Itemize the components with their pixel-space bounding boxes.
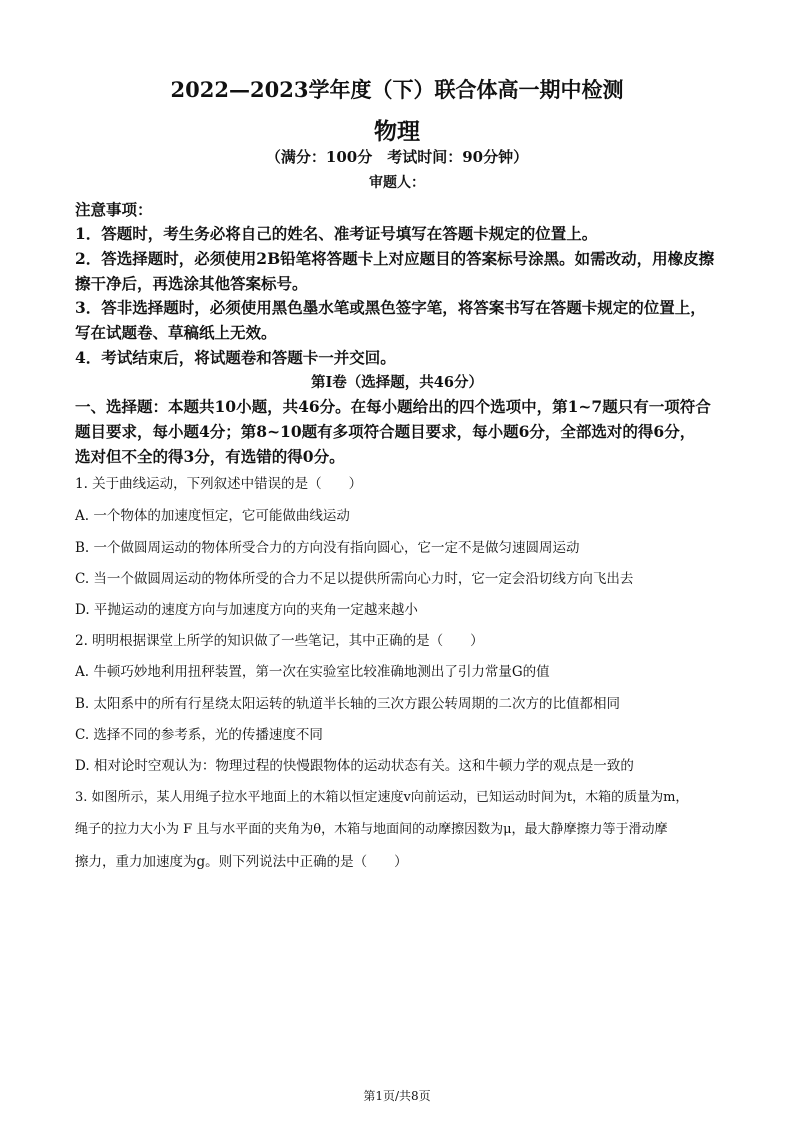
note-line: 1．答题时，考生务必将自己的姓名、准考证号填写在答题卡规定的位置上。 bbox=[75, 224, 598, 243]
exam-title: 2022—2023学年度（下）联合体高一期中检测 bbox=[170, 77, 624, 102]
q1-stem: 1. 关于曲线运动，下列叙述中错误的是（ ） bbox=[75, 476, 363, 492]
q2-option-a: A. 牛顿巧妙地利用扭秤装置，第一次在实验室比较准确地测出了引力常量G的值 bbox=[75, 664, 550, 680]
note-line: 3．答非选择题时，必须使用黑色墨水笔或黑色签字笔，将答案书写在答题卡规定的位置上， bbox=[75, 298, 706, 317]
notes-heading: 注意事项： bbox=[75, 200, 153, 219]
q3-line: 擦力，重力加速度为g。则下列说法中正确的是（ ） bbox=[75, 854, 408, 870]
note-line: 4．考试结束后，将试题卷和答题卡一并交回。 bbox=[75, 348, 396, 367]
q2-option-b: B. 太阳系中的所有行星绕太阳运转的轨道半长轴的三次方跟公转周期的二次方的比值都相同 bbox=[75, 696, 621, 712]
subject-title: 物理 bbox=[374, 118, 420, 145]
q3-line: 绳子的拉力大小为 F 且与水平面的夹角为θ，木箱与地面间的动摩擦因数为μ，最大静摩擦力等于滑动摩 bbox=[75, 822, 668, 837]
q1-option-a: A. 一个物体的加速度恒定，它可能做曲线运动 bbox=[75, 508, 350, 524]
reviewer: 审题人： bbox=[369, 175, 425, 191]
q2-stem: 2. 明明根据课堂上所学的知识做了一些笔记，其中正确的是（ ） bbox=[75, 633, 484, 649]
q1-option-b: B. 一个做圆周运动的物体所受合力的方向没有指向圆心，它一定不是做匀速圆周运动 bbox=[75, 540, 580, 556]
section-title: 第Ⅰ卷（选择题，共46分） bbox=[311, 374, 483, 391]
score-time: （满分：100分 考试时间：90分钟） bbox=[265, 148, 529, 166]
section-instructions: 题目要求，每小题4分；第8~10题有多项符合题目要求，每小题6分，全部选对的得6分， bbox=[75, 422, 696, 441]
note-line: 2．答选择题时，必须使用2B铅笔将答题卡上对应题目的答案标号涂黑。如需改动，用橡皮擦 bbox=[75, 249, 715, 268]
note-line: 擦干净后，再选涂其他答案标号。 bbox=[75, 274, 308, 293]
section-instructions: 一、选择题：本题共10小题，共46分。在每小题给出的四个选项中，第1~7题只有一项符合 bbox=[75, 397, 711, 416]
section-instructions: 选对但不全的得3分，有选错的得0分。 bbox=[75, 447, 345, 466]
note-line: 写在试题卷、草稿纸上无效。 bbox=[75, 323, 277, 342]
q3-line: 3. 如图所示，某人用绳子拉水平地面上的木箱以恒定速度v向前运动，已知运动时间为t，木箱的质量为m， bbox=[75, 790, 689, 805]
page-number: 第1页/共8页 bbox=[363, 1089, 431, 1103]
q1-option-d: D. 平抛运动的速度方向与加速度方向的夹角一定越来越小 bbox=[75, 602, 418, 618]
q2-option-c: C. 选择不同的参考系，光的传播速度不同 bbox=[75, 727, 323, 743]
q2-option-d: D. 相对论时空观认为：物理过程的快慢跟物体的运动状态有关。这和牛顿力学的观点是一致的 bbox=[75, 758, 634, 774]
q1-option-c: C. 当一个做圆周运动的物体所受的合力不足以提供所需向心力时，它一定会沿切线方向飞出去 bbox=[75, 571, 634, 587]
